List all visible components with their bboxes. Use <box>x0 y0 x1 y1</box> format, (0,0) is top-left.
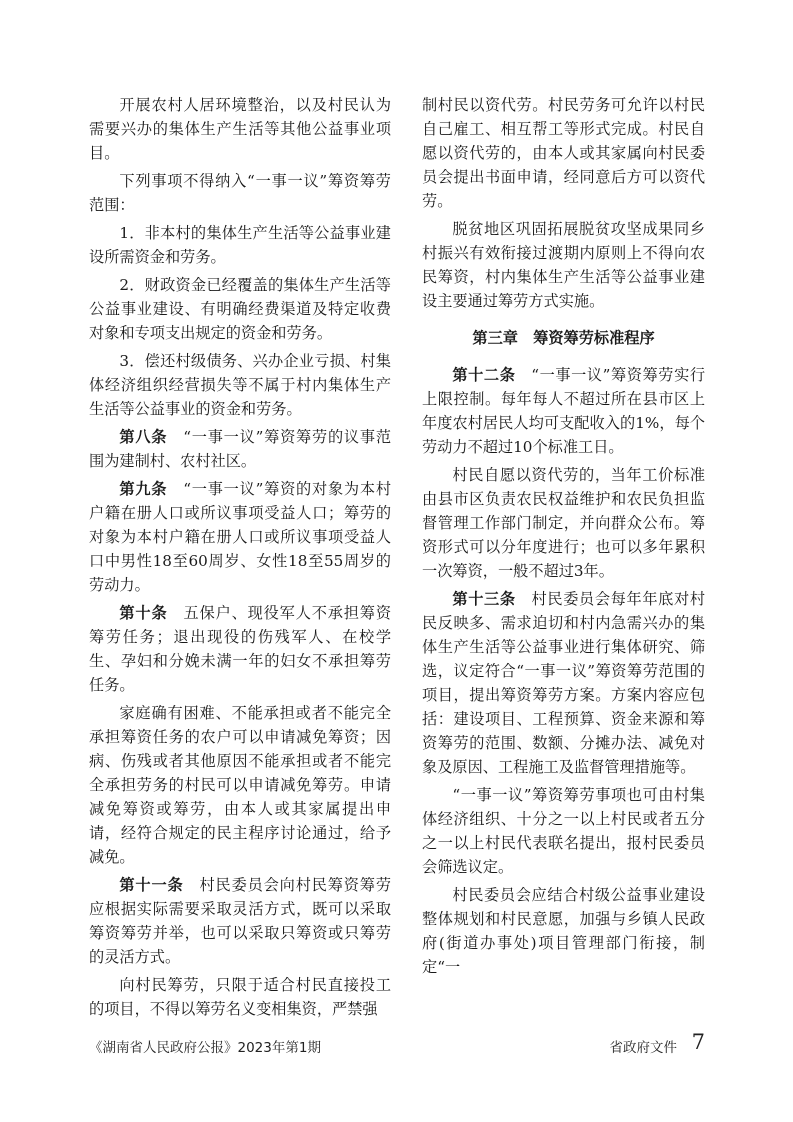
article-text: “一事一议”筹资筹劳的议事范围为建制村、农村社区。 <box>89 428 392 470</box>
paragraph-continued: 制村民以资代劳。村民劳务可允许以村民自己雇工、相互帮工等形式完成。村民自愿以资代劳的，由本人或其家属向村民委员会提出书面申请，经同意后方可以资代劳。 <box>422 96 705 210</box>
left-column <box>89 93 391 1025</box>
chapter-heading: 第三章 筹资筹劳标准程序 <box>472 329 655 347</box>
article-text: 村民委员会每年年底对村民反映多、需求迫切和村内急需兴办的集体生产生活等公益事业进行集体研究、筛选，议定符合“一事一议”筹资筹劳范围的项目，提出筹资筹劳方案。方案内容应包括：建设项目、工程预算、资金来源和筹资筹劳的范围、数额、分摊办法、减免对象及原因、工程施工及监督管理措施等。 <box>422 590 705 776</box>
paragraph: 村民自愿以资代劳的，当年工价标准由县市区负责农民权益维护和农民负担监督管理工作部门制定，并向群众公布。筹资形式可以分年度进行；也可以多年累积一次筹资，一般不超过3年。 <box>422 466 705 580</box>
paragraph: 下列事项不得纳入“一事一议”筹资筹劳范围： <box>89 172 391 214</box>
article-title: 第十三条 <box>452 590 516 608</box>
section-label: 省政府文件 <box>609 1040 677 1056</box>
article-text: 五保户、现役军人不承担筹资筹劳任务；退出现役的伤残军人、在校学生、孕妇和分娩未满一年的妇女不承担筹劳任务。 <box>89 604 392 694</box>
article-text: “一事一议”筹资的对象为本村户籍在册人口或所议事项受益人口；筹劳的对象为本村户籍在册人口或所议事项受益人口中男性18至60周岁、女性18至55周岁的劳动力。 <box>89 480 392 594</box>
list-item: 1．非本村的集体生产生活等公益事业建设所需资金和劳务。 <box>89 224 391 266</box>
publication-title: 《湖南省人民政府公报》2023年第1期 <box>89 1040 321 1056</box>
paragraph: 开展农村人居环境整治，以及村民认为需要兴办的集体生产生活等其他公益事业项目。 <box>89 96 391 162</box>
article-12 <box>422 363 705 459</box>
page-footer <box>89 1032 705 1058</box>
article-title: 第九条 <box>119 480 168 498</box>
article-13 <box>422 587 705 779</box>
list-item: 2．财政资金已经覆盖的集体生产生活等公益事业建设、有明确经费渠道及特定收费对象和专项支出规定的资金和劳务。 <box>89 276 391 342</box>
list-item: 3．偿还村级债务、兴办企业亏损、村集体经济组织经营损失等不属于村内集体生产生活等公益事业的资金和劳务。 <box>89 352 391 418</box>
article-9 <box>89 477 391 597</box>
paragraph: 脱贫地区巩固拓展脱贫攻坚成果同乡村振兴有效衔接过渡期内原则上不得向农民筹资，村内集体生产生活等公益事业建设主要通过筹劳方式实施。 <box>422 220 705 310</box>
article-text: 村民委员会向村民筹资筹劳应根据实际需要采取灵活方式，既可以采取筹资筹劳并举，也可以采取只筹资或只筹劳的灵活方式。 <box>89 876 392 966</box>
paragraph: 家庭确有困难、不能承担或者不能完全承担筹资任务的农户可以申请减免筹资；因病、伤残或者其他原因不能承担或者不能完全承担劳务的村民可以申请减免筹劳。申请减免筹资或筹劳，由本人或其家属提出申请，经符合规定的民主程序讨论通过，给予减免。 <box>89 704 391 866</box>
article-title: 第十条 <box>119 604 168 622</box>
article-title: 第十一条 <box>119 876 184 894</box>
article-text: “一事一议”筹资筹劳实行上限控制。每年每人不超过所在县市区上年度农村居民人均可支配收入的1%，每个劳动力不超过10个标准工日。 <box>422 366 706 456</box>
article-8 <box>89 425 391 473</box>
article-11 <box>89 873 391 969</box>
paragraph: 向村民筹劳，只限于适合村民直接投工的项目，不得以筹劳名义变相集资，严禁强 <box>89 976 391 1018</box>
paragraph: “一事一议”筹资筹劳事项也可由村集体经济组织、十分之一以上村民或者五分之一以上村民代表联名提出，报村民委员会筛选议定。 <box>422 786 705 876</box>
page-number: 7 <box>691 1030 705 1054</box>
article-title: 第十二条 <box>452 366 516 384</box>
article-10 <box>89 601 391 697</box>
paragraph: 村民委员会应结合村级公益事业建设整体规划和村民意愿，加强与乡镇人民政府(街道办事处)项目管理部门衔接，制定“一 <box>422 886 705 976</box>
right-column <box>422 93 705 983</box>
article-title: 第八条 <box>119 428 168 446</box>
